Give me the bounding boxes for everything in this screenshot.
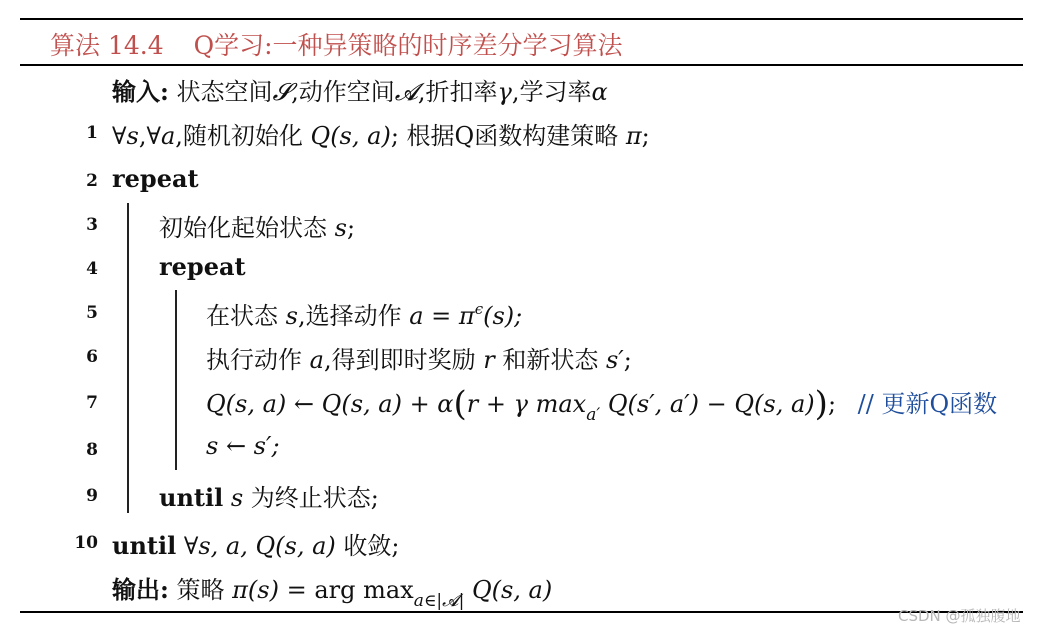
q-update-line [206,384,997,425]
state-var: s [334,214,347,242]
outer-loop-bar [127,203,129,513]
action-space-symbol: 𝓐 [394,78,418,106]
line-number-7: 7 [86,393,98,413]
action-var: a [160,122,176,150]
header-rule [20,64,1023,66]
line-number-1: 1 [86,123,98,143]
line-number-6: 6 [86,347,98,367]
state-var: s [285,302,298,330]
input-text-a: 状态空间 [176,78,273,106]
epsilon-superscript: ϵ [474,300,484,318]
step-5 [206,296,522,331]
step-1-end: ; [641,122,650,150]
line-number-2: 2 [86,171,98,191]
convergence-text: 收敛; [335,532,400,560]
watermark: CSDN @孤独腹地 [898,607,1021,625]
forall-symbol-2: ,∀ [138,122,161,150]
action-var: a [309,346,324,374]
top-rule [20,18,1023,20]
step-6-text-3: 和新状态 [494,346,606,374]
line-number-9: 9 [86,486,98,506]
reward-var: r [483,346,495,374]
step-1-text: ,随机初始化 [175,122,311,150]
algorithm-name: Q学习:一种异策略的时序差分学习算法 [193,31,623,60]
outer-until-keyword: until [112,531,177,560]
step-5-end: (s); [483,302,523,330]
policy-symbol: π [625,122,642,150]
forall-symbol: ∀ [176,532,199,560]
argmax-subscript: a∈|𝓐| [413,591,465,611]
q-update-lhs: Q(s, a) ← Q(s, a) + α [206,390,454,418]
input-text-c: ,折扣率 [417,78,498,106]
input-line [112,72,608,107]
q-function: Q(s, a) [310,122,391,150]
algorithm-number: 算法 14.4 [50,31,164,60]
line-number-8: 8 [86,440,98,460]
step-1 [112,116,650,151]
td-target: r + γ max [466,390,587,418]
state-transition-line: s ← s′; [206,432,280,460]
step-6-text-2: ,得到即时奖励 [323,346,484,374]
output-label: 输出: [112,575,169,604]
input-text-b: ,动作空间 [291,78,395,106]
epsilon-policy: a = π [409,302,475,330]
outer-until-line [112,526,400,561]
line-number-4: 4 [86,259,98,279]
output-q-function: Q(s, a) [464,576,553,604]
max-subscript: a′ [586,405,601,425]
input-label: 输入: [112,77,169,106]
step-3 [159,208,355,243]
inner-loop-bar [175,290,177,470]
inner-until-line [159,478,379,513]
state-var: s [126,122,139,150]
step-3-text: 初始化起始状态 [159,214,335,242]
output-policy: π(s) [232,576,279,604]
big-paren-close: ) [814,384,828,424]
update-comment: // 更新Q函数 [857,390,998,418]
input-text-d: ,学习率 [511,78,592,106]
output-text-a: 策略 [168,576,233,604]
terminal-condition: 为终止状态; [250,484,379,512]
output-line [112,570,552,611]
bottom-rule [20,611,1023,613]
inner-until-keyword: until [159,483,224,512]
step-5-text: 在状态 [206,302,286,330]
state-space-symbol: 𝓢 [272,78,292,106]
step-7-end: ; [827,390,837,418]
step-6 [206,340,632,375]
convergence-vars: s, a, Q(s, a) [198,532,336,560]
line-number-5: 5 [86,303,98,323]
step-6-text: 执行动作 [206,346,310,374]
argmax-text: = arg max [278,576,414,604]
inner-repeat-keyword: repeat [159,252,246,281]
forall-symbol: ∀ [112,122,127,150]
line-number-10: 10 [74,533,98,553]
next-state-var: s′ [605,346,624,374]
gamma-symbol: γ [497,78,512,106]
td-error: Q(s′, a′) − Q(s, a) [600,390,815,418]
step-5-text-2: ,选择动作 [297,302,410,330]
algorithm-title [50,26,623,62]
line-number-3: 3 [86,215,98,235]
alpha-symbol: α [591,78,608,106]
state-var: s [223,484,251,512]
outer-repeat-keyword: repeat [112,164,199,193]
step-3-end: ; [346,214,356,242]
step-1-text-2: ; 根据Q函数构建策略 [390,122,626,150]
big-paren-open: ( [453,384,467,424]
step-6-end: ; [623,346,632,374]
